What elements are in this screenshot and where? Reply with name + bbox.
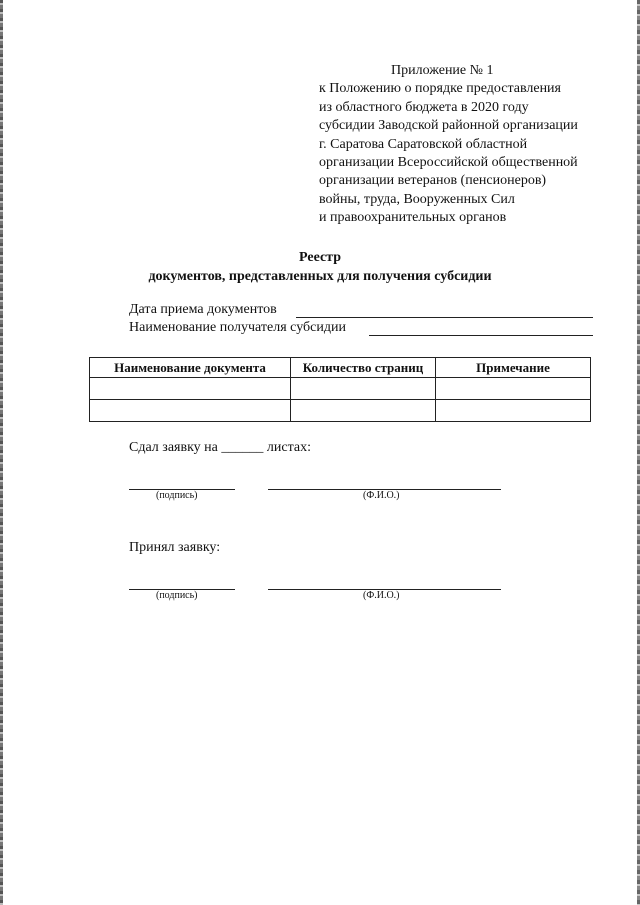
receiver-name-caption: (Ф.И.О.)	[363, 590, 400, 601]
scan-edge-left	[0, 0, 3, 905]
appendix-line: организации Всероссийской общественной	[319, 155, 578, 171]
header-page-count: Количество страниц	[291, 358, 436, 378]
appendix-line: субсидии Заводской районной организации	[319, 118, 578, 134]
table-cell[interactable]	[436, 400, 591, 422]
appendix-line: войны, труда, Вооруженных Сил	[319, 191, 515, 207]
recipient-field-line[interactable]	[369, 335, 593, 336]
date-label: Дата приема документов	[129, 302, 277, 317]
table-cell[interactable]	[90, 400, 291, 422]
submitted-line	[129, 440, 311, 456]
date-field-line[interactable]	[296, 317, 593, 318]
sheets-count-blank[interactable]: ______	[221, 440, 264, 455]
table-row	[90, 378, 591, 400]
appendix-line: организации ветеранов (пенсионеров)	[319, 173, 547, 189]
document-subtitle: документов, представленных для получения субсидии	[148, 269, 492, 284]
submitter-signature-caption: (подпись)	[156, 490, 198, 501]
table-cell[interactable]	[291, 400, 436, 422]
appendix-block	[319, 62, 609, 228]
table-row	[90, 400, 591, 422]
appendix-line: и правоохранительных органов	[319, 210, 507, 226]
recipient-label: Наименование получателя субсидии	[129, 320, 346, 335]
table-cell[interactable]	[436, 378, 591, 400]
header-note: Примечание	[436, 358, 591, 378]
appendix-line: из областного бюджета в 2020 году	[319, 99, 529, 115]
appendix-number: Приложение № 1	[391, 63, 494, 78]
appendix-line: к Положению о порядке предоставления	[319, 81, 561, 97]
submitted-suffix: листах:	[266, 440, 311, 455]
table-cell[interactable]	[90, 378, 291, 400]
header-document-name: Наименование документа	[90, 358, 291, 378]
table-header-row	[90, 358, 591, 378]
submitter-name-caption: (Ф.И.О.)	[363, 490, 400, 501]
appendix-line: г. Саратова Саратовской областной	[319, 136, 528, 152]
accepted-label: Принял заявку:	[129, 540, 221, 555]
documents-table	[89, 357, 591, 422]
table-cell[interactable]	[291, 378, 436, 400]
receiver-signature-caption: (подпись)	[156, 590, 198, 601]
document-title: Реестр	[298, 250, 341, 265]
submitted-prefix: Сдал заявку на	[129, 440, 218, 455]
